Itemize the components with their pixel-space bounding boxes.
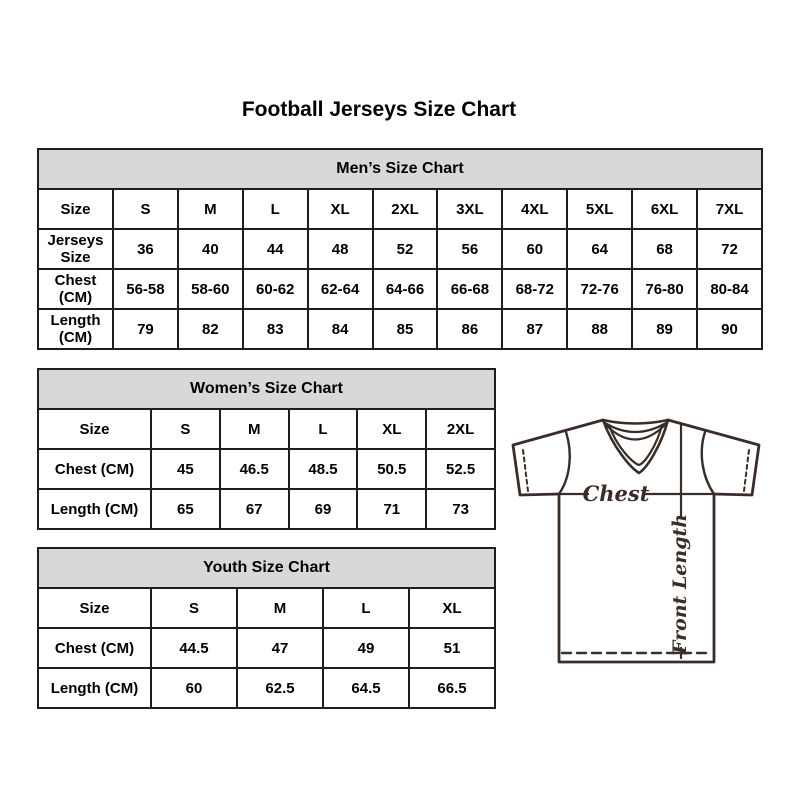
mens-table-title: Men’s Size Chart	[38, 149, 762, 189]
womens-table-title: Women’s Size Chart	[38, 369, 495, 409]
table-cell: L	[323, 588, 409, 628]
table-cell: 36	[113, 229, 178, 269]
jersey-right-cuff-stitch	[744, 450, 749, 491]
table-cell: 45	[151, 449, 220, 489]
table-row	[38, 269, 762, 309]
table-cell: 48	[308, 229, 373, 269]
table-cell: 44.5	[151, 628, 237, 668]
table-cell: 83	[243, 309, 308, 349]
table-cell: 62.5	[237, 668, 323, 708]
table-cell: 49	[323, 628, 409, 668]
table-header-row	[38, 548, 495, 588]
table-cell: 64.5	[323, 668, 409, 708]
table-row	[38, 668, 495, 708]
mens-size-table	[37, 148, 763, 350]
table-header-row	[38, 369, 495, 409]
row-label: Length (CM)	[38, 668, 151, 708]
table-cell: 47	[237, 628, 323, 668]
table-cell: 64	[567, 229, 632, 269]
row-label: Size	[38, 588, 151, 628]
table-cell: 4XL	[502, 189, 567, 229]
row-label: Chest (CM)	[38, 269, 113, 309]
jersey-left-cuff-stitch	[523, 450, 528, 491]
table-cell: L	[243, 189, 308, 229]
table-cell: 68-72	[502, 269, 567, 309]
table-cell: 76-80	[632, 269, 697, 309]
table-cell: 84	[308, 309, 373, 349]
table-row	[38, 409, 495, 449]
table-cell: 64-66	[373, 269, 438, 309]
table-cell: 60	[151, 668, 237, 708]
table-cell: 88	[567, 309, 632, 349]
front-length-label: Front Length	[669, 513, 691, 655]
table-cell: 89	[632, 309, 697, 349]
table-cell: 65	[151, 489, 220, 529]
table-cell: 50.5	[357, 449, 426, 489]
table-cell: 72-76	[567, 269, 632, 309]
table-cell: 62-64	[308, 269, 373, 309]
table-cell: 85	[373, 309, 438, 349]
table-cell: 66-68	[437, 269, 502, 309]
table-cell: 82	[178, 309, 243, 349]
table-row	[38, 309, 762, 349]
table-cell: 51	[409, 628, 495, 668]
jersey-right-armhole-seam	[702, 432, 714, 494]
jersey-diagram	[503, 412, 767, 666]
youth-table-title: Youth Size Chart	[38, 548, 495, 588]
table-cell: 60-62	[243, 269, 308, 309]
table-cell: 79	[113, 309, 178, 349]
table-cell: 40	[178, 229, 243, 269]
table-cell: 87	[502, 309, 567, 349]
table-cell: 71	[357, 489, 426, 529]
table-row	[38, 189, 762, 229]
table-cell: 7XL	[697, 189, 762, 229]
table-cell: XL	[409, 588, 495, 628]
table-header-row	[38, 149, 762, 189]
table-cell: 72	[697, 229, 762, 269]
table-cell: 52.5	[426, 449, 495, 489]
table-cell: 60	[502, 229, 567, 269]
row-label: Length (CM)	[38, 309, 113, 349]
table-cell: S	[151, 409, 220, 449]
table-cell: 46.5	[220, 449, 289, 489]
row-label: Size	[38, 409, 151, 449]
jersey-left-armhole-seam	[559, 432, 570, 494]
table-row	[38, 628, 495, 668]
table-cell: 5XL	[567, 189, 632, 229]
row-label: Chest (CM)	[38, 449, 151, 489]
table-cell: 2XL	[426, 409, 495, 449]
womens-size-table	[37, 368, 496, 530]
table-cell: XL	[308, 189, 373, 229]
table-cell: 69	[289, 489, 358, 529]
table-cell: S	[151, 588, 237, 628]
table-cell: 6XL	[632, 189, 697, 229]
table-cell: M	[237, 588, 323, 628]
table-cell: 3XL	[437, 189, 502, 229]
table-cell: 67	[220, 489, 289, 529]
table-cell: 73	[426, 489, 495, 529]
table-cell: S	[113, 189, 178, 229]
table-cell: 58-60	[178, 269, 243, 309]
table-cell: M	[220, 409, 289, 449]
chest-label: Chest	[582, 481, 650, 506]
page-title: Football Jerseys Size Chart	[241, 98, 517, 121]
table-cell: 80-84	[697, 269, 762, 309]
table-cell: 48.5	[289, 449, 358, 489]
table-cell: 66.5	[409, 668, 495, 708]
table-row	[38, 588, 495, 628]
table-cell: L	[289, 409, 358, 449]
table-cell: 68	[632, 229, 697, 269]
row-label: Jerseys Size	[38, 229, 113, 269]
table-cell: 44	[243, 229, 308, 269]
youth-size-table	[37, 547, 496, 709]
table-cell: 90	[697, 309, 762, 349]
row-label: Length (CM)	[38, 489, 151, 529]
jersey-outline-icon	[513, 420, 759, 662]
table-cell: M	[178, 189, 243, 229]
table-row	[38, 489, 495, 529]
table-cell: 2XL	[373, 189, 438, 229]
row-label: Size	[38, 189, 113, 229]
table-cell: 56-58	[113, 269, 178, 309]
table-row	[38, 229, 762, 269]
row-label: Chest (CM)	[38, 628, 151, 668]
table-cell: 52	[373, 229, 438, 269]
table-cell: XL	[357, 409, 426, 449]
table-cell: 86	[437, 309, 502, 349]
table-cell: 56	[437, 229, 502, 269]
table-row	[38, 449, 495, 489]
jersey-collar-top-edge	[603, 420, 668, 424]
